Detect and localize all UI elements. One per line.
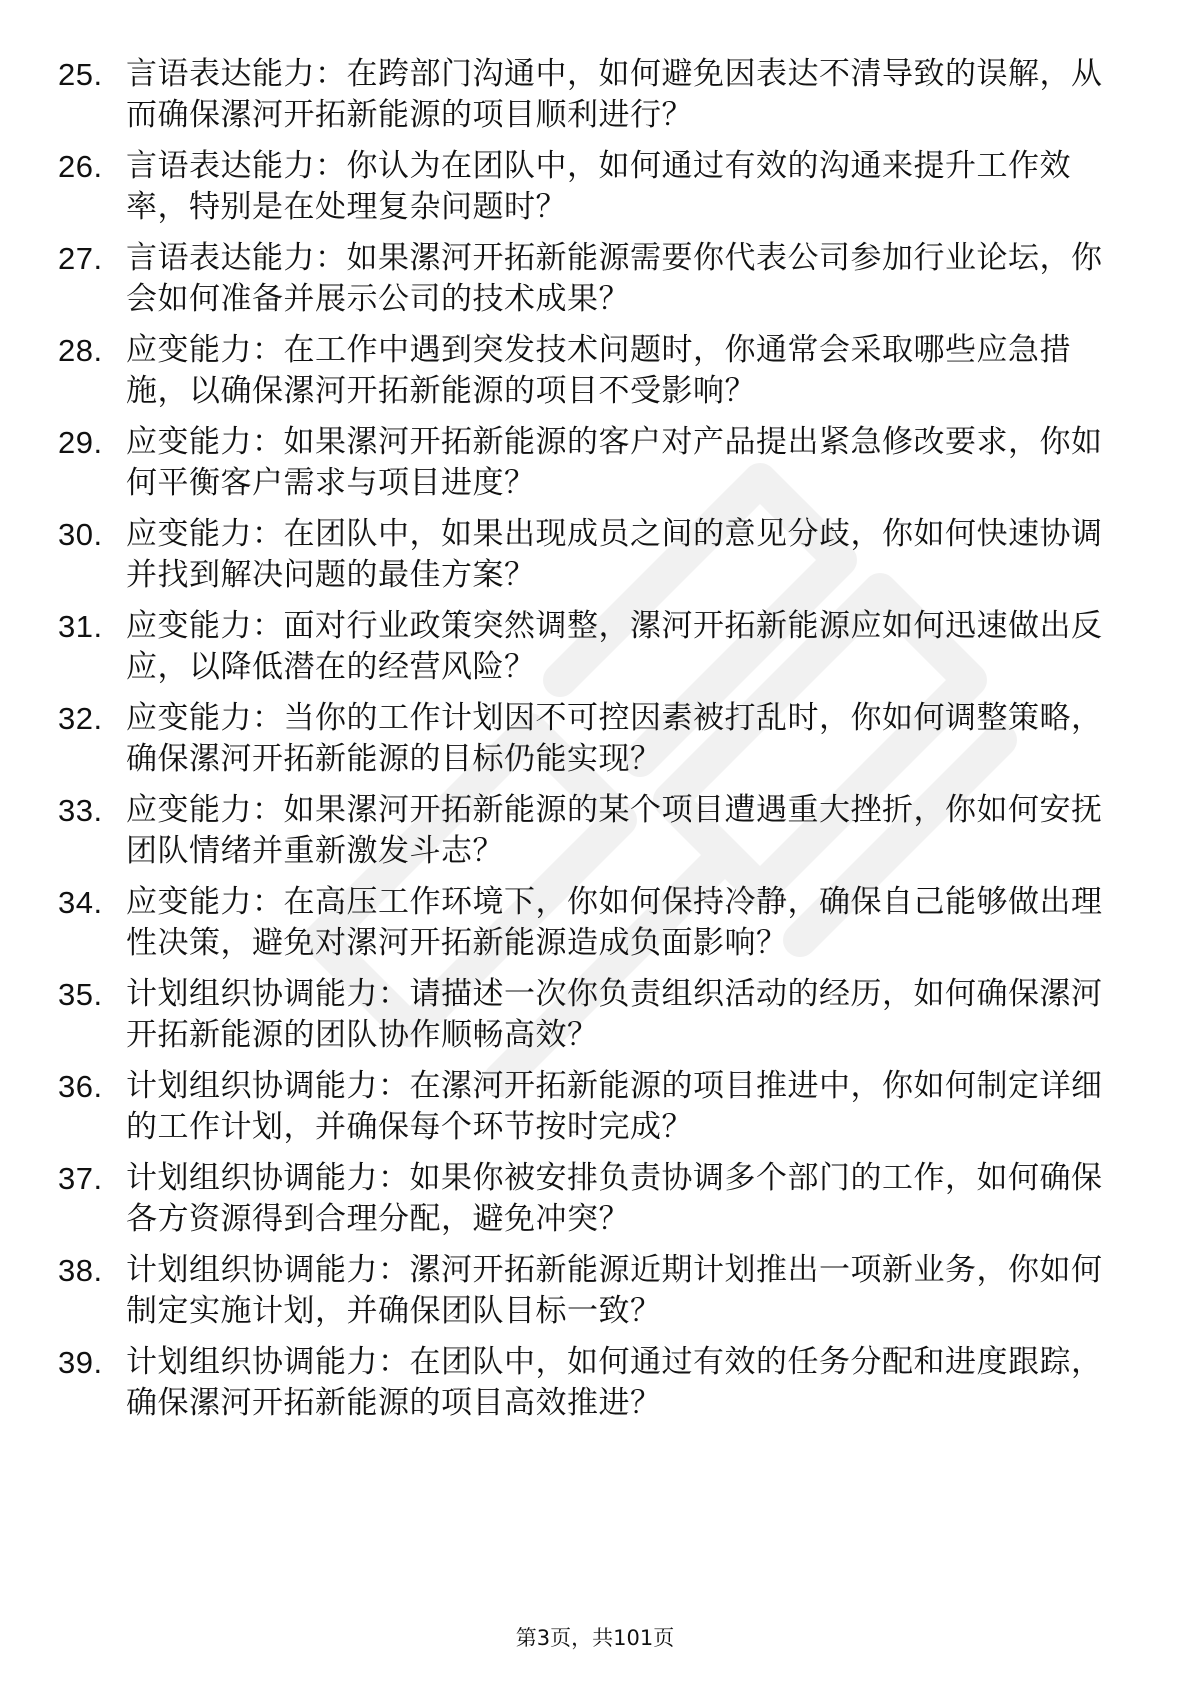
question-number: 37.	[58, 1161, 103, 1196]
question-number: 30.	[58, 517, 103, 552]
question-text: 言语表达能力：如果漯河开拓新能源需要你代表公司参加行业论坛，你会如何准备并展示公司的技术成果？	[126, 240, 1103, 317]
question-number: 26.	[58, 149, 103, 184]
question-text: 计划组织协调能力：在团队中，如何通过有效的任务分配和进度跟踪，确保漯河开拓新能源的项目高效推进？	[126, 1344, 1103, 1421]
question-text: 言语表达能力：在跨部门沟通中，如何避免因表达不清导致的误解，从而确保漯河开拓新能源的项目顺利进行？	[126, 56, 1103, 133]
question-number: 34.	[58, 885, 103, 920]
question-item	[58, 790, 1138, 882]
question-item	[58, 422, 1138, 514]
question-item	[58, 1342, 1138, 1434]
question-item	[58, 330, 1138, 422]
question-number: 25.	[58, 57, 103, 92]
question-text: 计划组织协调能力：请描述一次你负责组织活动的经历，如何确保漯河开拓新能源的团队协作顺畅高效？	[126, 976, 1103, 1053]
question-number: 35.	[58, 977, 103, 1012]
question-text: 应变能力：在工作中遇到突发技术问题时，你通常会采取哪些应急措施，以确保漯河开拓新能源的项目不受影响？	[126, 332, 1071, 409]
question-number: 29.	[58, 425, 103, 460]
question-item	[58, 974, 1138, 1066]
question-text: 言语表达能力：你认为在团队中，如何通过有效的沟通来提升工作效率，特别是在处理复杂问题时？	[126, 148, 1071, 225]
question-item	[58, 698, 1138, 790]
question-text: 应变能力：在高压工作环境下，你如何保持冷静，确保自己能够做出理性决策，避免对漯河开拓新能源造成负面影响？	[126, 884, 1103, 961]
question-number: 36.	[58, 1069, 103, 1104]
question-number: 39.	[58, 1345, 103, 1380]
question-text: 应变能力：在团队中，如果出现成员之间的意见分歧，你如何快速协调并找到解决问题的最佳方案？	[126, 516, 1103, 593]
question-number: 28.	[58, 333, 103, 368]
question-text: 应变能力：面对行业政策突然调整，漯河开拓新能源应如何迅速做出反应，以降低潜在的经营风险？	[126, 608, 1103, 685]
question-item	[58, 514, 1138, 606]
question-text: 应变能力：当你的工作计划因不可控因素被打乱时，你如何调整策略，确保漯河开拓新能源的目标仍能实现？	[126, 700, 1103, 777]
question-number: 33.	[58, 793, 103, 828]
question-item	[58, 1158, 1138, 1250]
question-text: 应变能力：如果漯河开拓新能源的客户对产品提出紧急修改要求，你如何平衡客户需求与项目进度？	[126, 424, 1103, 501]
question-number: 32.	[58, 701, 103, 736]
question-number: 31.	[58, 609, 103, 644]
page-footer: 第3页，共101页	[515, 1626, 675, 1650]
question-number: 38.	[58, 1253, 103, 1288]
question-item	[58, 238, 1138, 330]
question-item	[58, 606, 1138, 698]
question-item	[58, 54, 1138, 146]
question-list	[58, 54, 1138, 1434]
question-text: 计划组织协调能力：如果你被安排负责协调多个部门的工作，如何确保各方资源得到合理分配，避免冲突？	[126, 1160, 1103, 1237]
question-item	[58, 1250, 1138, 1342]
question-text: 计划组织协调能力：漯河开拓新能源近期计划推出一项新业务，你如何制定实施计划，并确保团队目标一致？	[126, 1252, 1103, 1329]
question-text: 应变能力：如果漯河开拓新能源的某个项目遭遇重大挫折，你如何安抚团队情绪并重新激发斗志？	[126, 792, 1103, 869]
question-item	[58, 882, 1138, 974]
question-text: 计划组织协调能力：在漯河开拓新能源的项目推进中，你如何制定详细的工作计划，并确保每个环节按时完成？	[126, 1068, 1103, 1145]
question-item	[58, 1066, 1138, 1158]
question-item	[58, 146, 1138, 238]
question-number: 27.	[58, 241, 103, 276]
